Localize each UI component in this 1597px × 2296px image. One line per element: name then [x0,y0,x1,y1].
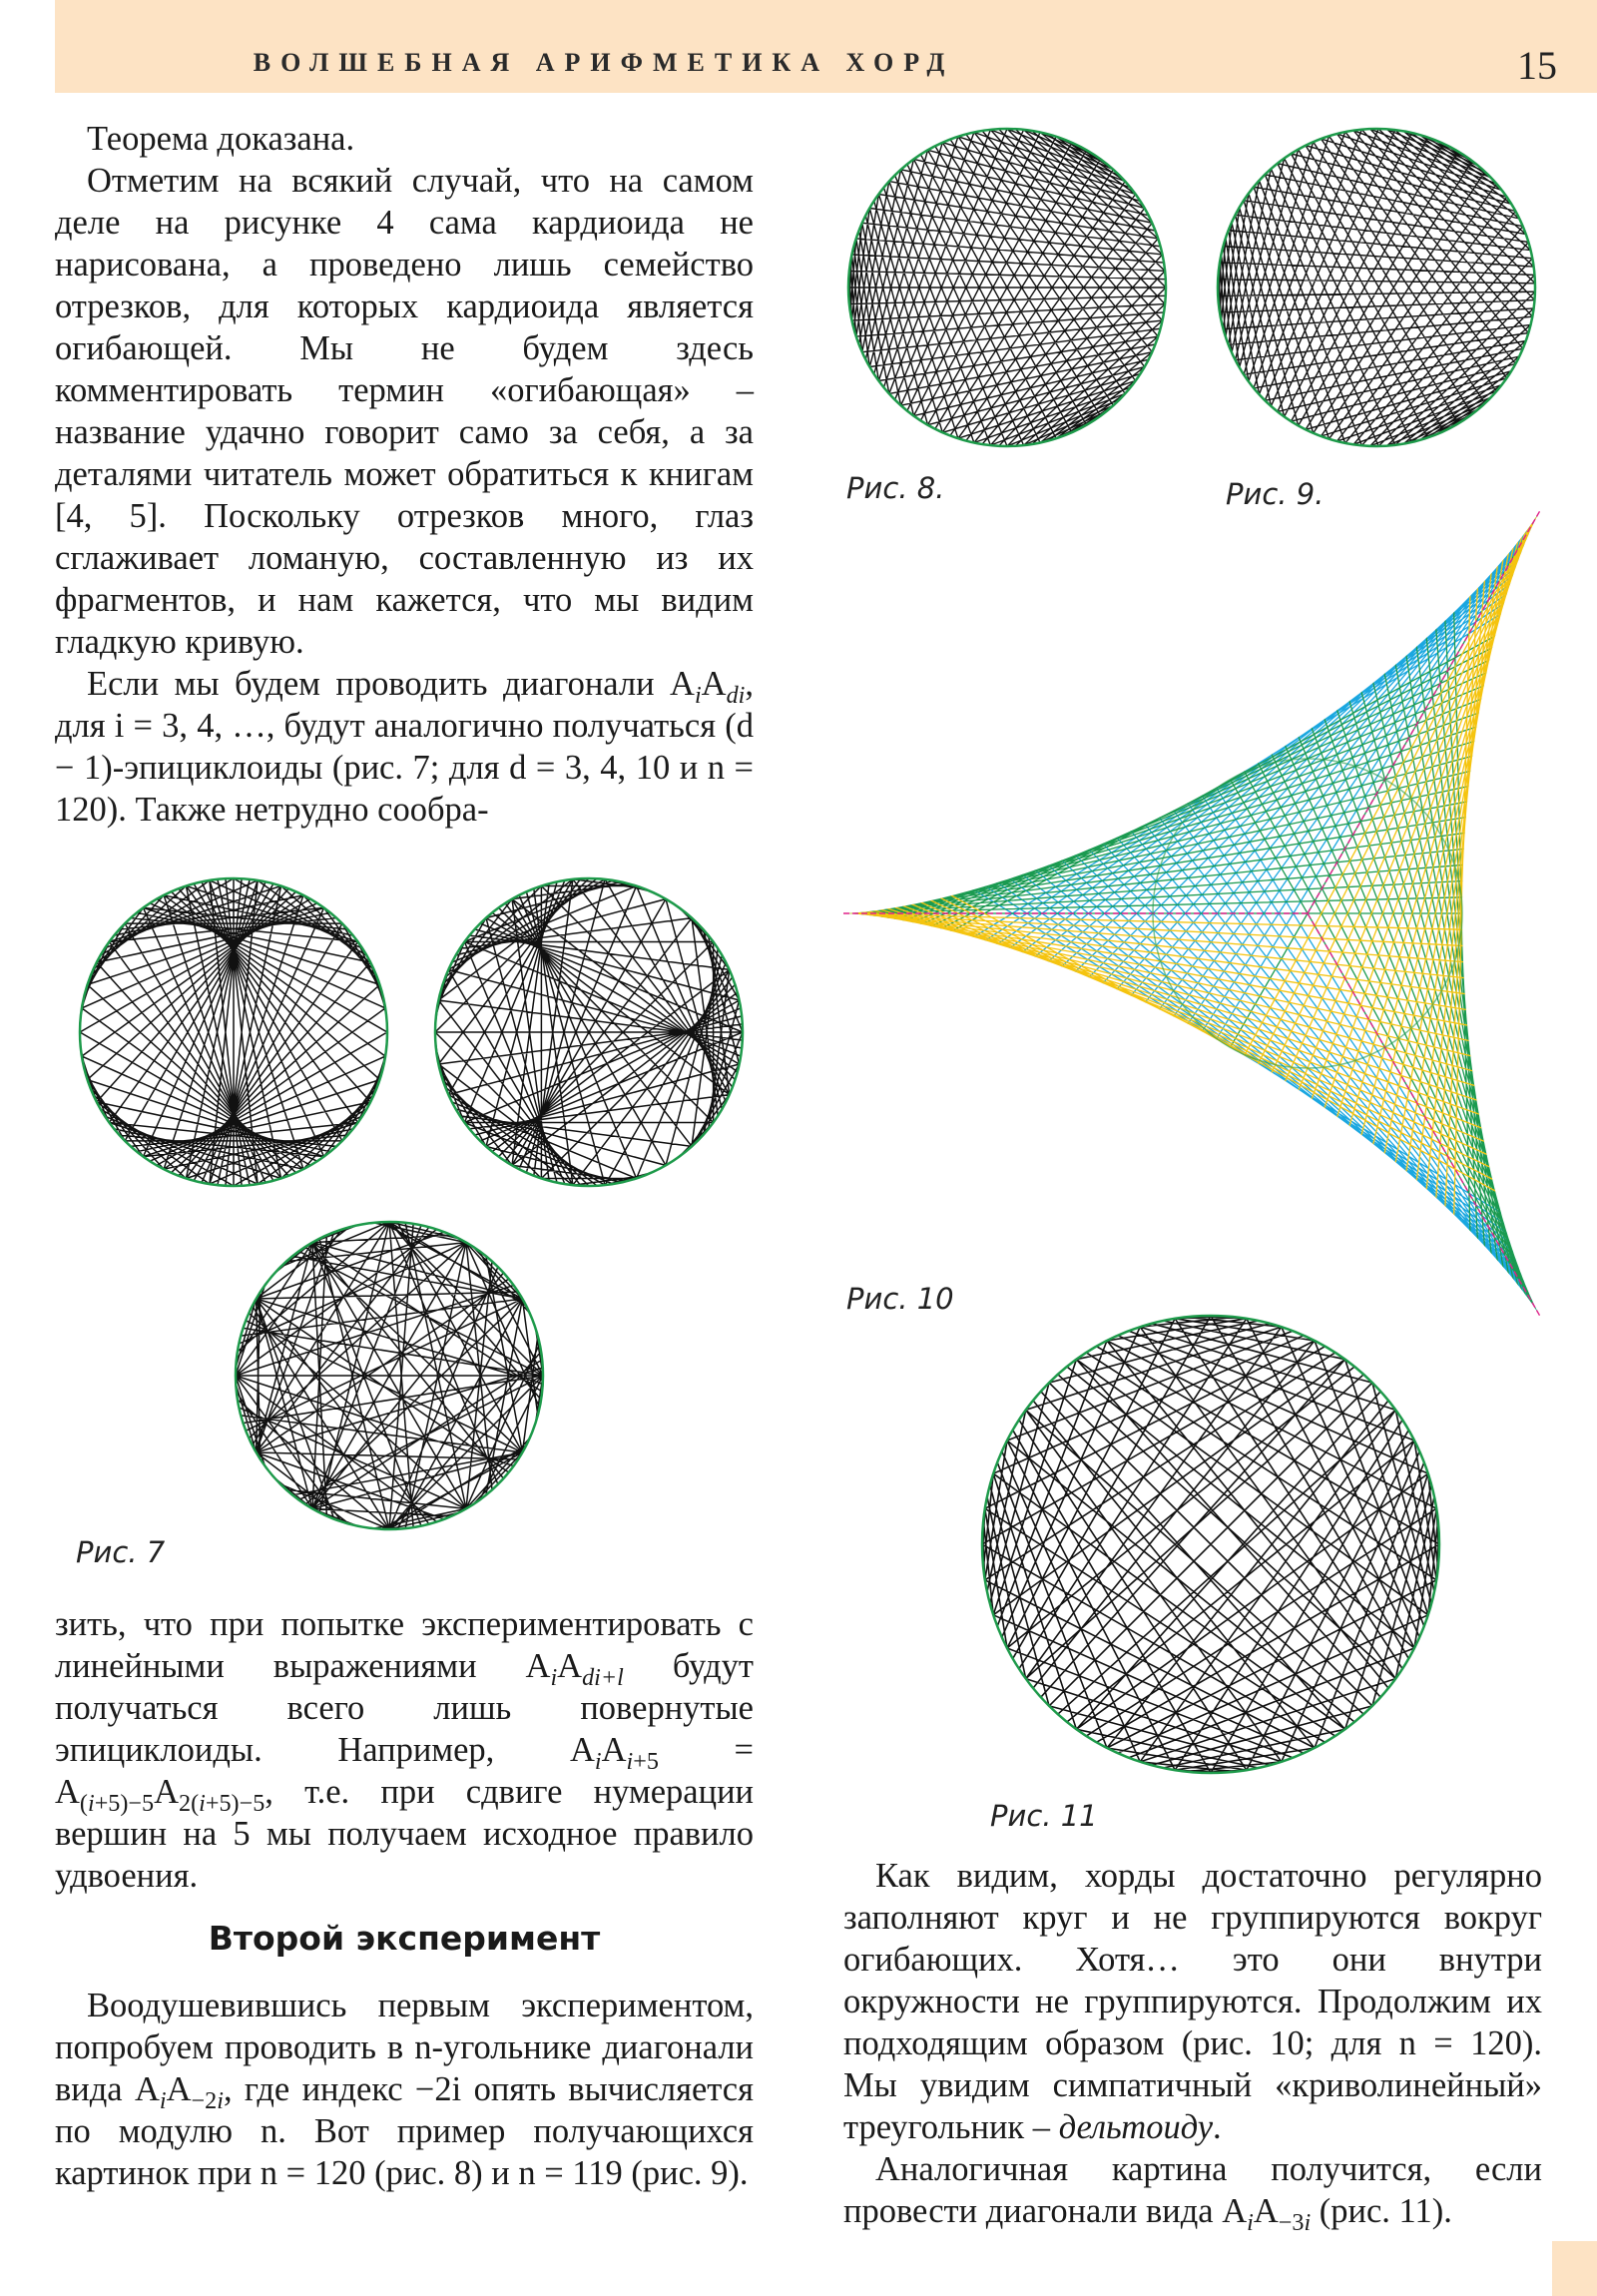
paragraph-experiment2: Воодушевившись первым экспериментом, попробуем проводить в n-угольнике диагонали вида $A_iA_{-2i}$, где индекс −2i опять вычисляется по модулю n. Вот пример получающихся картинок при n = 120 (рис. 8) и n = 119 (рис. 9). [55,1987,754,2192]
text-span: Если мы будем проводить диагонали A [87,665,695,703]
chord-set [848,129,1166,446]
corner-tab [1552,2241,1597,2296]
right-column-text [843,1855,1542,2236]
text-span: Как видим, хорды достаточно регулярно заполняют круг и не группируются вокруг огибающих. Хотя… это они внутри окружности не группируются. Продолжим их подходящим образом (рис. 10; для n = 120). Мы увидим симпатичный «криволинейный» треугольник – [843,1857,1542,2146]
deltoid-chords-2 [823,453,1597,1394]
chord-set [982,1316,1439,1773]
left-column-text-cont [55,1603,754,1897]
chord-set [1218,129,1535,446]
paragraph-deltoid: Как видим, хорды достаточно регулярно заполняют круг и не группируются вокруг огибающих. Хотя… это они внутри окружности не группируются. Продолжим их подходящим образом (рис. 10; для n = 120). Мы увидим симпатичный «криволинейный» треугольник – дельтоиду. [843,1857,1542,2146]
running-header [55,0,1597,93]
fig9-chords-n119 [1214,125,1539,450]
text-span: т.е. при сдвиге нумерации вершин на 5 мы получаем исходное правило удвоения. [55,1773,755,1895]
text-span: для i = 3, 4, …, будут аналогично получаться (d − 1)-эпициклоиды (рис. 7; для d = 3, 4, 10 и n = 120). Также нетрудно сообра- [55,707,754,829]
text-span: , где индекс −2i опять вычисляется по модулю n. Вот пример получающихся картинок при n = 120 (рис. 8) и n = 119 (рис. 9). [55,2070,754,2192]
paragraph-cardioid: Отметим на всякий случай, что на самом деле на рисунке 4 сама кардиоида не нарисована, а проведено лишь семейство отрезков, для которых кардиоида является огибающей. Мы не будем здесь комментировать термин «огибающая» – название удачно говорит само за себя, а за деталями читатель может обратиться к книгам [4, 5]. Поскольку отрезков много, глаз сглаживает ломаную, составленную из их фрагментов, и нам кажется, что мы видим гладкую кривую. [55,162,754,661]
paragraph-epicycloid: Если мы будем проводить диагонали $A_iA_{di}$, для i = 3, 4, …, будут аналогично получаться (d − 1)-эпициклоиды (рис. 7; для d = 3, 4, 10 и n = 120). Также нетрудно сообра- [55,665,754,829]
emphasis-deltoid: дельтоиду [1058,2108,1214,2146]
text-span: будут получаться всего лишь повернутые эпициклоиды. Например, [55,1647,755,1769]
chord-set [236,1222,543,1529]
left-column-text [55,118,754,831]
deltoid-chords-1 [823,433,1597,1374]
fig7-epicycloid-d4 [431,874,747,1190]
section-title: Второй эксперимент [208,1919,601,1958]
text-span: (рис. 11). [1319,2192,1452,2230]
chord-set [80,878,387,1186]
running-title: ВОЛШЕБНАЯ АРИФМЕТИКА ХОРД [253,48,955,77]
text-span: зить, что при попытке экспериментировать с линейными выражениями A [55,1605,754,1685]
caption-fig10: Рис. 10 [846,1282,954,1316]
caption-fig8: Рис. 8. [846,471,945,505]
caption-fig11: Рис. 11 [990,1799,1098,1833]
chord-set [435,878,743,1186]
caption-fig7: Рис. 7 [76,1535,166,1569]
fig10-deltoid [838,499,1557,1328]
fig8-chords-n120 [844,125,1170,450]
caption-fig9: Рис. 9. [1226,477,1325,511]
paragraph-theorem: Теорема доказана. [87,120,355,158]
fig7-epicycloid-d10 [232,1218,547,1533]
fig11-chords-minus3i [978,1312,1443,1777]
paragraph-linear: зить, что при попытке экспериментировать с линейными выражениями $A_iA_{di+l}$ будут получаться всего лишь повернутые эпициклоиды. Например, $A_iA_{i+5} = A_{(i+5)-5}A_{2(i+5)-5}$, т.е. при сдвиге нумерации вершин на 5 мы получаем исходное правило удвоения. [55,1605,755,1895]
text-span: Аналогичная картина получится, если провести диагонали вида A [843,2150,1542,2230]
text-span: Воодушевившись первым экспериментом, попробуем проводить в n-угольнике диагонали вида A [55,1987,754,2108]
paragraph-fig11: Аналогичная картина получится, если провести диагонали вида $A_iA_{-3i}$ (рис. 11). [843,2150,1542,2236]
left-column-text-exp2 [55,1985,754,2194]
fig7-epicycloid-d3 [76,874,391,1190]
page-number: 15 [1517,43,1557,88]
